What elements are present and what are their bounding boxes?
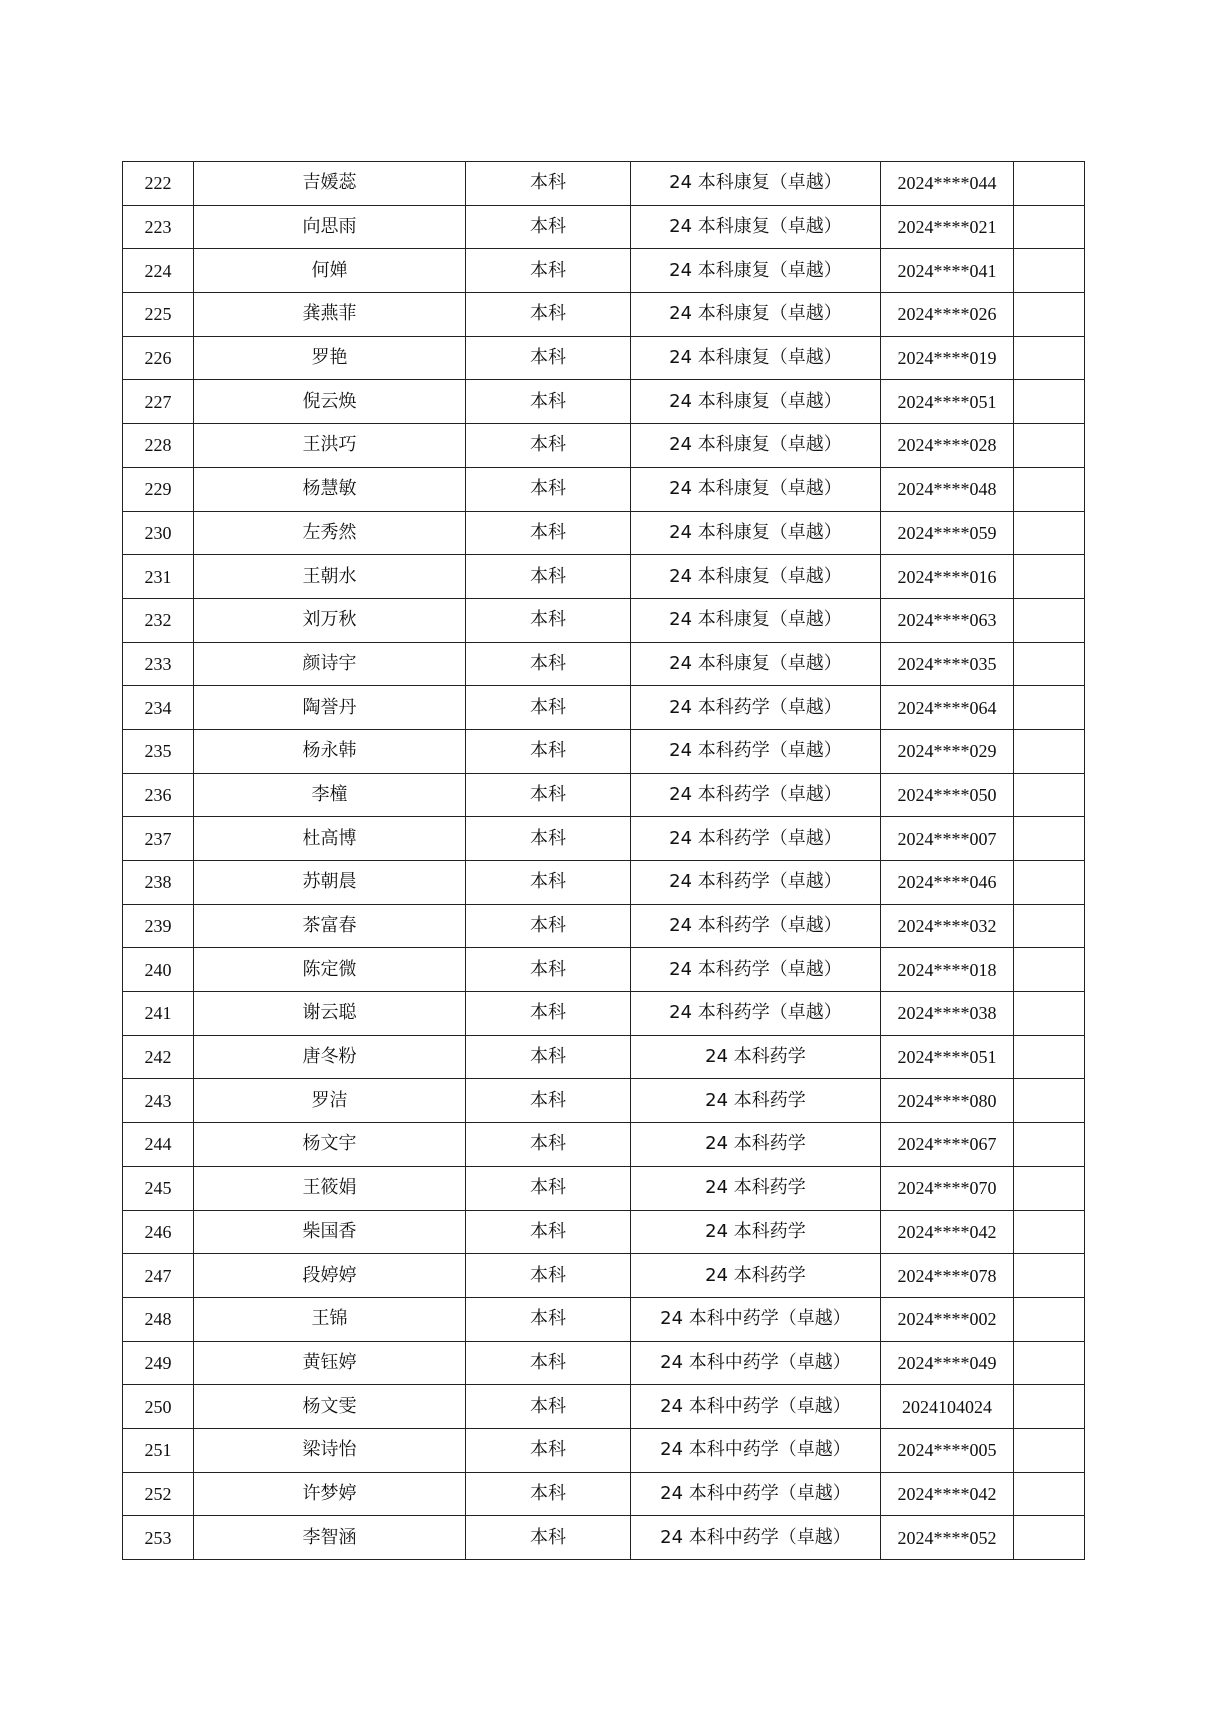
class-name-cell: 24 本科康复（卓越） [631,467,881,511]
student-name-cell: 杨慧敏 [194,467,466,511]
student-id-cell: 2024****038 [881,992,1014,1036]
education-level-cell: 本科 [466,1516,631,1560]
class-name-cell: 24 本科药学 [631,1079,881,1123]
row-number-cell: 223 [123,205,194,249]
row-number-cell: 233 [123,642,194,686]
student-id-cell: 2024****049 [881,1341,1014,1385]
education-level-cell: 本科 [466,1123,631,1167]
row-number-cell: 237 [123,817,194,861]
student-id-cell: 2024****080 [881,1079,1014,1123]
student-name-cell: 杨永韩 [194,729,466,773]
education-level-cell: 本科 [466,467,631,511]
remarks-cell [1014,1123,1085,1167]
education-level-cell: 本科 [466,729,631,773]
student-id-cell: 2024****051 [881,380,1014,424]
roster-body [123,162,1085,1560]
student-id-cell: 2024****005 [881,1428,1014,1472]
row-number-cell: 225 [123,293,194,337]
education-level-cell: 本科 [466,1079,631,1123]
student-name-cell: 何婵 [194,249,466,293]
table-row [123,424,1085,468]
table-row [123,1341,1085,1385]
remarks-cell [1014,511,1085,555]
remarks-cell [1014,686,1085,730]
education-level-cell: 本科 [466,511,631,555]
remarks-cell [1014,992,1085,1036]
student-name-cell: 刘万秋 [194,598,466,642]
student-name-cell: 许梦婷 [194,1472,466,1516]
row-number-cell: 236 [123,773,194,817]
row-number-cell: 250 [123,1385,194,1429]
row-number-cell: 241 [123,992,194,1036]
education-level-cell: 本科 [466,162,631,206]
student-name-cell: 柴国香 [194,1210,466,1254]
table-row [123,948,1085,992]
remarks-cell [1014,424,1085,468]
row-number-cell: 252 [123,1472,194,1516]
class-name-cell: 24 本科药学 [631,1254,881,1298]
student-id-cell: 2024****019 [881,336,1014,380]
row-number-cell: 244 [123,1123,194,1167]
education-level-cell: 本科 [466,1297,631,1341]
table-row [123,729,1085,773]
student-name-cell: 倪云焕 [194,380,466,424]
class-name-cell: 24 本科康复（卓越） [631,293,881,337]
class-name-cell: 24 本科康复（卓越） [631,162,881,206]
student-id-cell: 2024****063 [881,598,1014,642]
table-row [123,511,1085,555]
remarks-cell [1014,904,1085,948]
row-number-cell: 232 [123,598,194,642]
education-level-cell: 本科 [466,1254,631,1298]
student-id-cell: 2024****051 [881,1035,1014,1079]
row-number-cell: 251 [123,1428,194,1472]
remarks-cell [1014,1341,1085,1385]
student-name-cell: 罗洁 [194,1079,466,1123]
class-name-cell: 24 本科药学 [631,1166,881,1210]
row-number-cell: 222 [123,162,194,206]
class-name-cell: 24 本科药学（卓越） [631,948,881,992]
education-level-cell: 本科 [466,642,631,686]
student-id-cell: 2024****026 [881,293,1014,337]
student-roster-table [122,161,1085,1560]
education-level-cell: 本科 [466,336,631,380]
row-number-cell: 248 [123,1297,194,1341]
class-name-cell: 24 本科中药学（卓越） [631,1428,881,1472]
table-row [123,205,1085,249]
remarks-cell [1014,162,1085,206]
class-name-cell: 24 本科药学 [631,1035,881,1079]
table-row [123,380,1085,424]
table-row [123,773,1085,817]
row-number-cell: 230 [123,511,194,555]
table-row [123,1516,1085,1560]
student-name-cell: 吉媛蕊 [194,162,466,206]
education-level-cell: 本科 [466,598,631,642]
table-row [123,293,1085,337]
class-name-cell: 24 本科康复（卓越） [631,380,881,424]
table-row [123,1166,1085,1210]
education-level-cell: 本科 [466,773,631,817]
row-number-cell: 238 [123,861,194,905]
student-id-cell: 2024****044 [881,162,1014,206]
table-row [123,642,1085,686]
student-id-cell: 2024****078 [881,1254,1014,1298]
table-row [123,249,1085,293]
class-name-cell: 24 本科康复（卓越） [631,205,881,249]
class-name-cell: 24 本科药学（卓越） [631,861,881,905]
student-name-cell: 杨文宇 [194,1123,466,1167]
student-id-cell: 2024****046 [881,861,1014,905]
remarks-cell [1014,1254,1085,1298]
remarks-cell [1014,773,1085,817]
student-id-cell: 2024104024 [881,1385,1014,1429]
student-name-cell: 王筱娟 [194,1166,466,1210]
student-id-cell: 2024****002 [881,1297,1014,1341]
remarks-cell [1014,1210,1085,1254]
education-level-cell: 本科 [466,1210,631,1254]
student-id-cell: 2024****021 [881,205,1014,249]
student-id-cell: 2024****052 [881,1516,1014,1560]
remarks-cell [1014,1516,1085,1560]
table-row [123,992,1085,1036]
student-name-cell: 王洪巧 [194,424,466,468]
table-row [123,1123,1085,1167]
table-row [123,1297,1085,1341]
remarks-cell [1014,729,1085,773]
row-number-cell: 229 [123,467,194,511]
education-level-cell: 本科 [466,817,631,861]
student-id-cell: 2024****018 [881,948,1014,992]
student-id-cell: 2024****032 [881,904,1014,948]
class-name-cell: 24 本科药学 [631,1123,881,1167]
table-row [123,467,1085,511]
row-number-cell: 253 [123,1516,194,1560]
table-row [123,686,1085,730]
education-level-cell: 本科 [466,424,631,468]
remarks-cell [1014,948,1085,992]
remarks-cell [1014,1472,1085,1516]
student-id-cell: 2024****035 [881,642,1014,686]
row-number-cell: 245 [123,1166,194,1210]
remarks-cell [1014,861,1085,905]
student-id-cell: 2024****070 [881,1166,1014,1210]
student-id-cell: 2024****064 [881,686,1014,730]
row-number-cell: 231 [123,555,194,599]
remarks-cell [1014,1297,1085,1341]
remarks-cell [1014,642,1085,686]
student-name-cell: 左秀然 [194,511,466,555]
student-name-cell: 王锦 [194,1297,466,1341]
student-name-cell: 李智涵 [194,1516,466,1560]
education-level-cell: 本科 [466,1341,631,1385]
table-row [123,1254,1085,1298]
table-row [123,861,1085,905]
table-row [123,1035,1085,1079]
student-id-cell: 2024****016 [881,555,1014,599]
student-name-cell: 梁诗怡 [194,1428,466,1472]
class-name-cell: 24 本科药学（卓越） [631,686,881,730]
remarks-cell [1014,555,1085,599]
table-row [123,1472,1085,1516]
education-level-cell: 本科 [466,1472,631,1516]
class-name-cell: 24 本科药学（卓越） [631,817,881,861]
student-id-cell: 2024****042 [881,1210,1014,1254]
student-id-cell: 2024****029 [881,729,1014,773]
remarks-cell [1014,336,1085,380]
row-number-cell: 239 [123,904,194,948]
education-level-cell: 本科 [466,1385,631,1429]
education-level-cell: 本科 [466,1035,631,1079]
row-number-cell: 243 [123,1079,194,1123]
remarks-cell [1014,249,1085,293]
student-name-cell: 段婷婷 [194,1254,466,1298]
student-id-cell: 2024****007 [881,817,1014,861]
table-row [123,1210,1085,1254]
student-name-cell: 龚燕菲 [194,293,466,337]
row-number-cell: 227 [123,380,194,424]
student-name-cell: 王朝水 [194,555,466,599]
class-name-cell: 24 本科中药学（卓越） [631,1472,881,1516]
class-name-cell: 24 本科康复（卓越） [631,511,881,555]
education-level-cell: 本科 [466,861,631,905]
row-number-cell: 242 [123,1035,194,1079]
class-name-cell: 24 本科康复（卓越） [631,555,881,599]
table-row [123,817,1085,861]
class-name-cell: 24 本科中药学（卓越） [631,1385,881,1429]
class-name-cell: 24 本科康复（卓越） [631,424,881,468]
remarks-cell [1014,205,1085,249]
remarks-cell [1014,293,1085,337]
student-name-cell: 茶富春 [194,904,466,948]
student-name-cell: 苏朝晨 [194,861,466,905]
class-name-cell: 24 本科药学（卓越） [631,904,881,948]
education-level-cell: 本科 [466,948,631,992]
remarks-cell [1014,598,1085,642]
student-id-cell: 2024****028 [881,424,1014,468]
student-id-cell: 2024****050 [881,773,1014,817]
row-number-cell: 224 [123,249,194,293]
class-name-cell: 24 本科康复（卓越） [631,249,881,293]
student-id-cell: 2024****048 [881,467,1014,511]
student-name-cell: 杨文雯 [194,1385,466,1429]
table-row [123,1079,1085,1123]
student-name-cell: 黄钰婷 [194,1341,466,1385]
class-name-cell: 24 本科康复（卓越） [631,336,881,380]
education-level-cell: 本科 [466,992,631,1036]
remarks-cell [1014,467,1085,511]
education-level-cell: 本科 [466,1166,631,1210]
remarks-cell [1014,380,1085,424]
student-id-cell: 2024****041 [881,249,1014,293]
table-row [123,1428,1085,1472]
class-name-cell: 24 本科中药学（卓越） [631,1516,881,1560]
education-level-cell: 本科 [466,1428,631,1472]
class-name-cell: 24 本科康复（卓越） [631,598,881,642]
row-number-cell: 249 [123,1341,194,1385]
row-number-cell: 246 [123,1210,194,1254]
remarks-cell [1014,1035,1085,1079]
remarks-cell [1014,1428,1085,1472]
student-name-cell: 向思雨 [194,205,466,249]
student-name-cell: 杜高博 [194,817,466,861]
remarks-cell [1014,1385,1085,1429]
row-number-cell: 235 [123,729,194,773]
education-level-cell: 本科 [466,686,631,730]
education-level-cell: 本科 [466,555,631,599]
row-number-cell: 228 [123,424,194,468]
class-name-cell: 24 本科药学 [631,1210,881,1254]
student-name-cell: 罗艳 [194,336,466,380]
student-id-cell: 2024****067 [881,1123,1014,1167]
student-id-cell: 2024****042 [881,1472,1014,1516]
student-name-cell: 陶誉丹 [194,686,466,730]
table-row [123,336,1085,380]
class-name-cell: 24 本科药学（卓越） [631,773,881,817]
class-name-cell: 24 本科药学（卓越） [631,992,881,1036]
student-id-cell: 2024****059 [881,511,1014,555]
student-name-cell: 谢云聪 [194,992,466,1036]
table-row [123,1385,1085,1429]
table-row [123,555,1085,599]
student-name-cell: 唐冬粉 [194,1035,466,1079]
education-level-cell: 本科 [466,205,631,249]
education-level-cell: 本科 [466,249,631,293]
table-row [123,598,1085,642]
class-name-cell: 24 本科康复（卓越） [631,642,881,686]
education-level-cell: 本科 [466,293,631,337]
student-name-cell: 颜诗宇 [194,642,466,686]
row-number-cell: 234 [123,686,194,730]
remarks-cell [1014,1079,1085,1123]
table-row [123,162,1085,206]
education-level-cell: 本科 [466,380,631,424]
class-name-cell: 24 本科中药学（卓越） [631,1341,881,1385]
remarks-cell [1014,1166,1085,1210]
education-level-cell: 本科 [466,904,631,948]
table-row [123,904,1085,948]
remarks-cell [1014,817,1085,861]
class-name-cell: 24 本科药学（卓越） [631,729,881,773]
class-name-cell: 24 本科中药学（卓越） [631,1297,881,1341]
student-name-cell: 陈定微 [194,948,466,992]
row-number-cell: 247 [123,1254,194,1298]
row-number-cell: 240 [123,948,194,992]
row-number-cell: 226 [123,336,194,380]
student-name-cell: 李橦 [194,773,466,817]
